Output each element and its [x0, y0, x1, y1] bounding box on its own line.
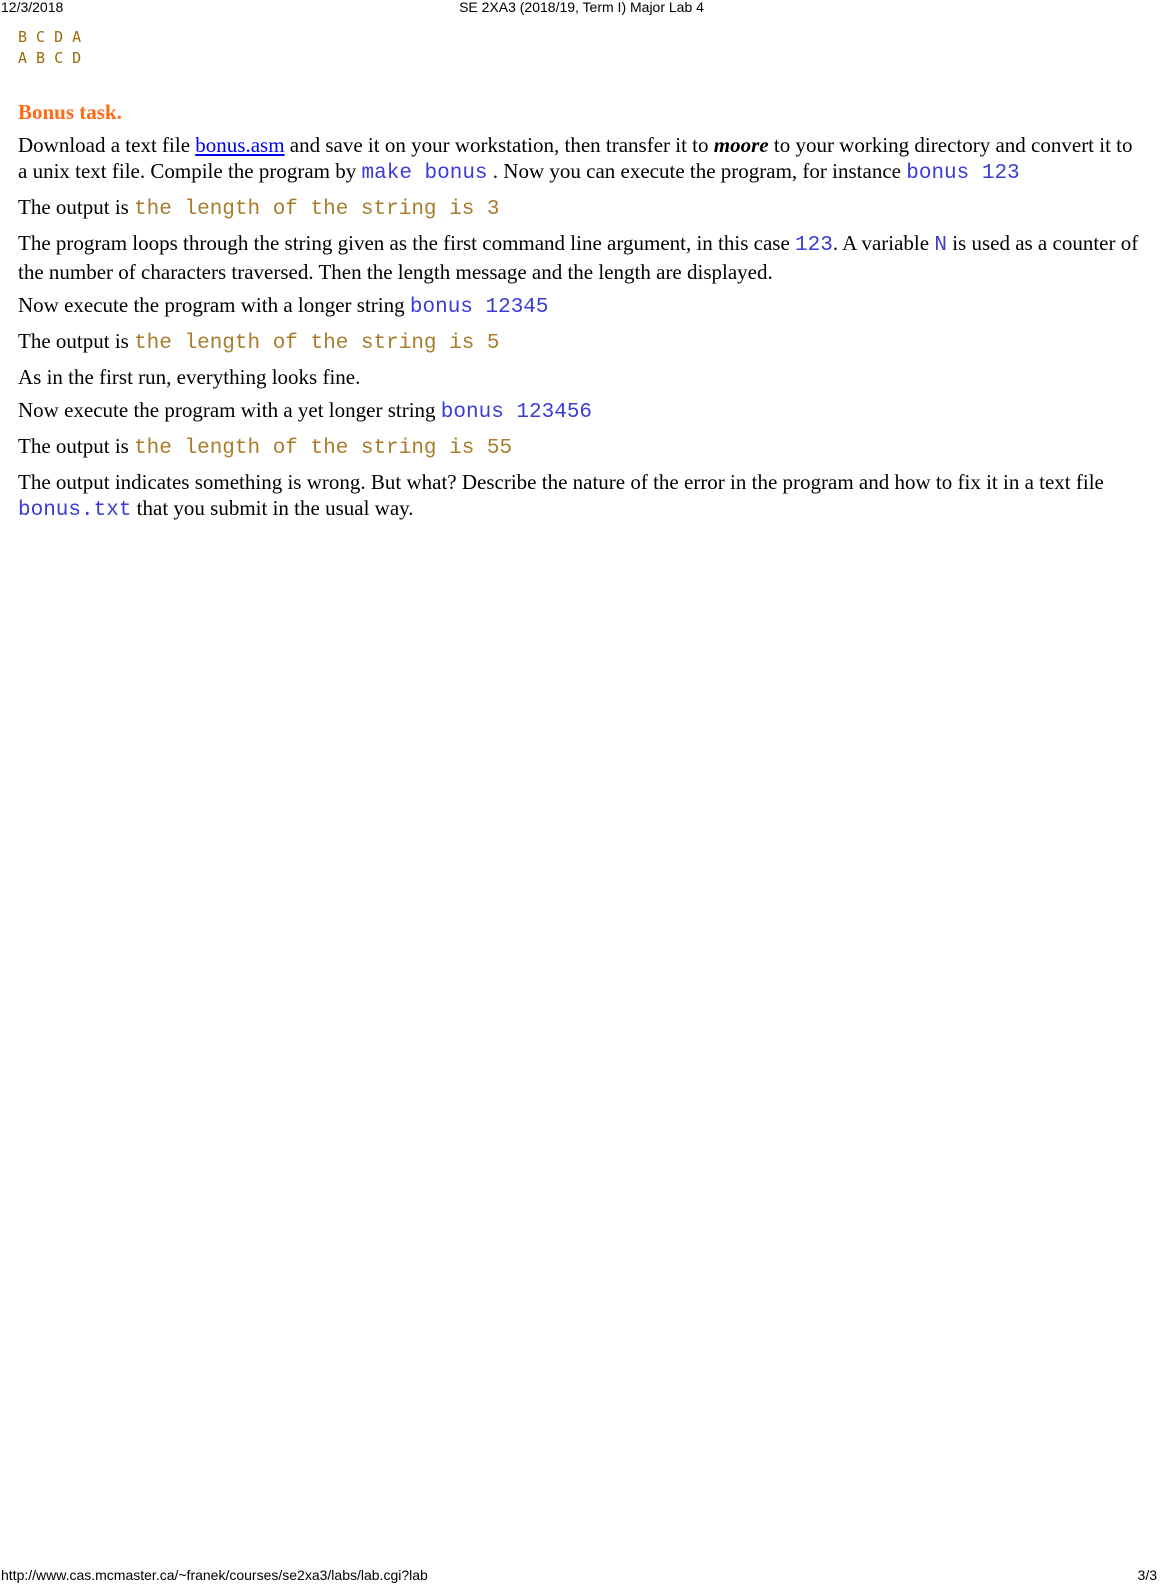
- text: Now execute the program with a longer string: [18, 293, 410, 317]
- bonus-123456-command: bonus 123456: [440, 401, 593, 424]
- print-header: [0, 0, 1163, 16]
- text: to your working directory and convert it to a unix text file. Compile the program by: [18, 133, 1133, 183]
- text: As in the first run, everything looks fine.: [18, 365, 361, 389]
- bonus-section: [18, 98, 1143, 531]
- text: is used as a counter of the number of characters traversed. Then the length message and the length are displayed.: [18, 231, 1139, 284]
- paragraph-looks-fine: [18, 364, 1143, 390]
- print-url: http://www.cas.mcmaster.ca/~franek/courses/se2xa3/labs/lab.cgi?lab: [1, 1567, 428, 1583]
- code-line: A B C D: [18, 49, 82, 67]
- paragraph-output-2: [18, 328, 1143, 357]
- program-output: the length of the string is 5: [134, 332, 500, 355]
- text: Now execute the program with a yet longer string: [18, 398, 441, 422]
- paragraph-yet-longer-string: [18, 397, 1143, 426]
- code-output-block: [18, 27, 81, 69]
- moore-server-name: moore: [713, 133, 769, 157]
- print-footer: [0, 1566, 1163, 1584]
- bonus-txt-filename: bonus.txt: [18, 499, 132, 522]
- program-output: the length of the string is 3: [134, 198, 500, 221]
- paragraph-output-3: [18, 433, 1143, 462]
- print-title: SE 2XA3 (2018/19, Term I) Major Lab 4: [459, 0, 704, 15]
- text: and save it on your workstation, then transfer it to: [284, 133, 714, 157]
- variable-n-code: N: [934, 234, 947, 257]
- make-bonus-command: make bonus: [361, 162, 488, 185]
- text: . A variable: [832, 231, 935, 255]
- bonus-123-command: bonus 123: [906, 162, 1020, 185]
- text: The output indicates something is wrong. But what? Describe the nature of the error in the program and how to fix it in a text file: [18, 470, 1104, 494]
- bonus-12345-command: bonus 12345: [409, 296, 549, 319]
- text: The output is: [18, 434, 135, 458]
- text: that you submit in the usual way.: [131, 496, 414, 520]
- paragraph-output-1: [18, 194, 1143, 223]
- paragraph-longer-string: [18, 292, 1143, 321]
- text: Download a text file: [18, 133, 196, 157]
- text: The output is: [18, 195, 135, 219]
- paragraph-task: [18, 469, 1143, 524]
- paragraph-explanation: [18, 230, 1143, 285]
- bonus-heading: Bonus task.: [18, 100, 122, 124]
- text: . Now you can execute the program, for instance: [487, 159, 907, 183]
- code-line: B C D A: [18, 28, 82, 46]
- text: The output is: [18, 329, 135, 353]
- print-date: 12/3/2018: [1, 0, 64, 15]
- argument-code: 123: [795, 234, 833, 257]
- text: The program loops through the string given as the first command line argument, in this case: [18, 231, 796, 255]
- page-number: 3/3: [1137, 1567, 1157, 1583]
- paragraph-download: [18, 132, 1143, 187]
- bonus-asm-link[interactable]: bonus.asm: [195, 133, 285, 157]
- program-output: the length of the string is 55: [134, 437, 513, 460]
